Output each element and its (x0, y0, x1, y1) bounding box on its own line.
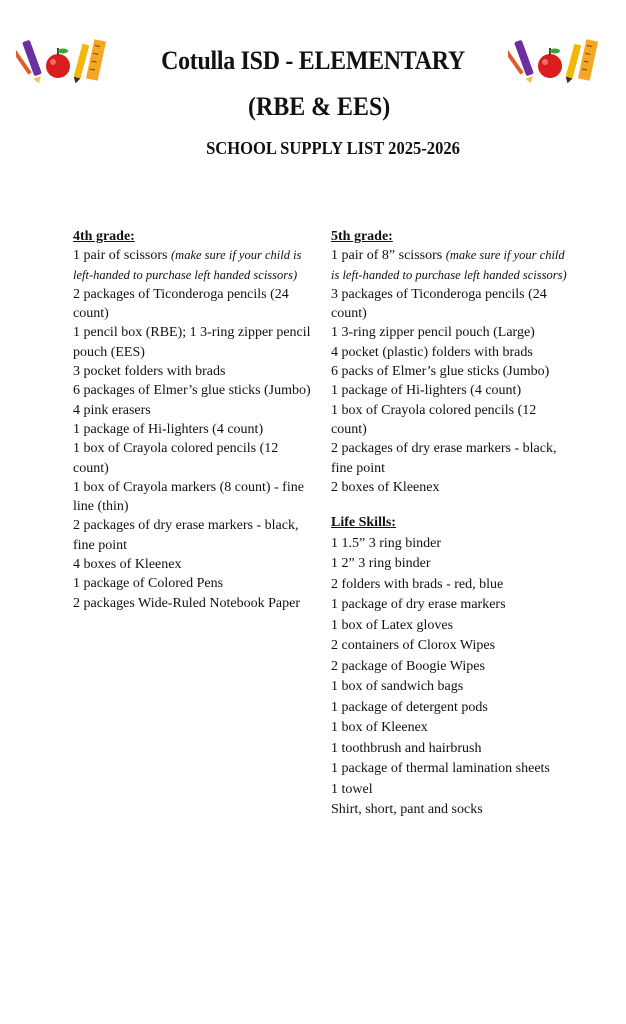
list-item: 2 containers of Clorox Wipes (331, 638, 496, 653)
list-item: 1 box of Latex gloves (331, 617, 454, 633)
list-item: 4 boxes of Kleenex (73, 557, 182, 573)
list-item: 6 packs of Elmer’s glue sticks (Jumbo) (331, 364, 550, 380)
fourth-grade-list (73, 227, 311, 613)
list-item: 1 package of detergent pods (331, 699, 488, 715)
list-item: 1 box of Crayola colored pencils (12 count) (331, 402, 537, 437)
list-item: 1 box of sandwich bags (331, 679, 464, 694)
list-item: 2 packages of dry erase markers - black, fine point (331, 441, 557, 476)
list-item: 1 3-ring zipper pencil pouch (Large) (331, 325, 535, 341)
list-item (73, 246, 311, 285)
list-item: 2 folders with brads - red, blue (331, 576, 504, 592)
list-item: 1 toothbrush and hairbrush (331, 740, 482, 756)
list-item: 6 packages of Elmer’s glue sticks (Jumbo) (73, 383, 311, 399)
scissors-item-note: (make sure if your child is left-handed to purchase left handed scissors) (331, 248, 567, 282)
list-item: Shirt, short, pant and socks (331, 802, 483, 817)
fifth-grade-list (331, 227, 571, 497)
life-skills-heading: Life Skills: (331, 515, 396, 530)
scissors-item-note: (make sure if your child is left-handed to purchase left handed scissors) (73, 248, 302, 282)
list-item: 1 package of dry erase markers (331, 597, 506, 612)
scissors-item-text: 1 pair of 8” scissors (331, 248, 446, 264)
list-item: 1 package of thermal lamination sheets (331, 761, 550, 776)
list-item: 1 box of Kleenex (331, 720, 428, 735)
page-title-campuses: (RBE & EES) (248, 92, 391, 121)
list-item: 1 box of Crayola markers (8 count) - fine line (thin) (73, 479, 304, 515)
list-item: 4 pink erasers (73, 402, 151, 418)
list-item: 2 packages Wide-Ruled Notebook Paper (73, 595, 301, 611)
page-title: Cotulla ISD - ELEMENTARY (161, 46, 465, 75)
list-item: 2 packages of Ticonderoga pencils (24 count) (73, 286, 289, 322)
fourth-grade-heading: 4th grade: (73, 229, 135, 244)
list-item: 2 packages of dry erase markers - black, fine point (73, 518, 299, 553)
page-subtitle: SCHOOL SUPPLY LIST 2025-2026 (206, 138, 460, 158)
list-item: 1 2” 3 ring binder (331, 556, 431, 571)
list-item: 1 towel (331, 781, 373, 797)
scissors-item-text: 1 pair of scissors (73, 248, 171, 264)
list-item (331, 246, 571, 285)
list-item: 2 package of Boogie Wipes (331, 658, 485, 674)
list-item: 1 package of Hi-lighters (4 count) (73, 421, 264, 437)
list-item: 3 packages of Ticonderoga pencils (24 count) (331, 286, 547, 322)
list-item: 1 package of Hi-lighters (4 count) (331, 383, 522, 399)
list-item: 1 1.5” 3 ring binder (331, 535, 442, 551)
list-item: 1 box of Crayola colored pencils (12 count) (73, 441, 279, 476)
list-item: 2 boxes of Kleenex (331, 479, 440, 495)
list-item: 3 pocket folders with brads (73, 364, 226, 380)
list-item: 1 package of Colored Pens (73, 576, 224, 592)
list-item: 1 pencil box (RBE); 1 3-ring zipper pencil pouch (EES) (73, 325, 311, 360)
list-item: 4 pocket (plastic) folders with brads (331, 344, 533, 360)
life-skills-list (331, 513, 571, 821)
fifth-grade-heading: 5th grade: (331, 229, 393, 244)
